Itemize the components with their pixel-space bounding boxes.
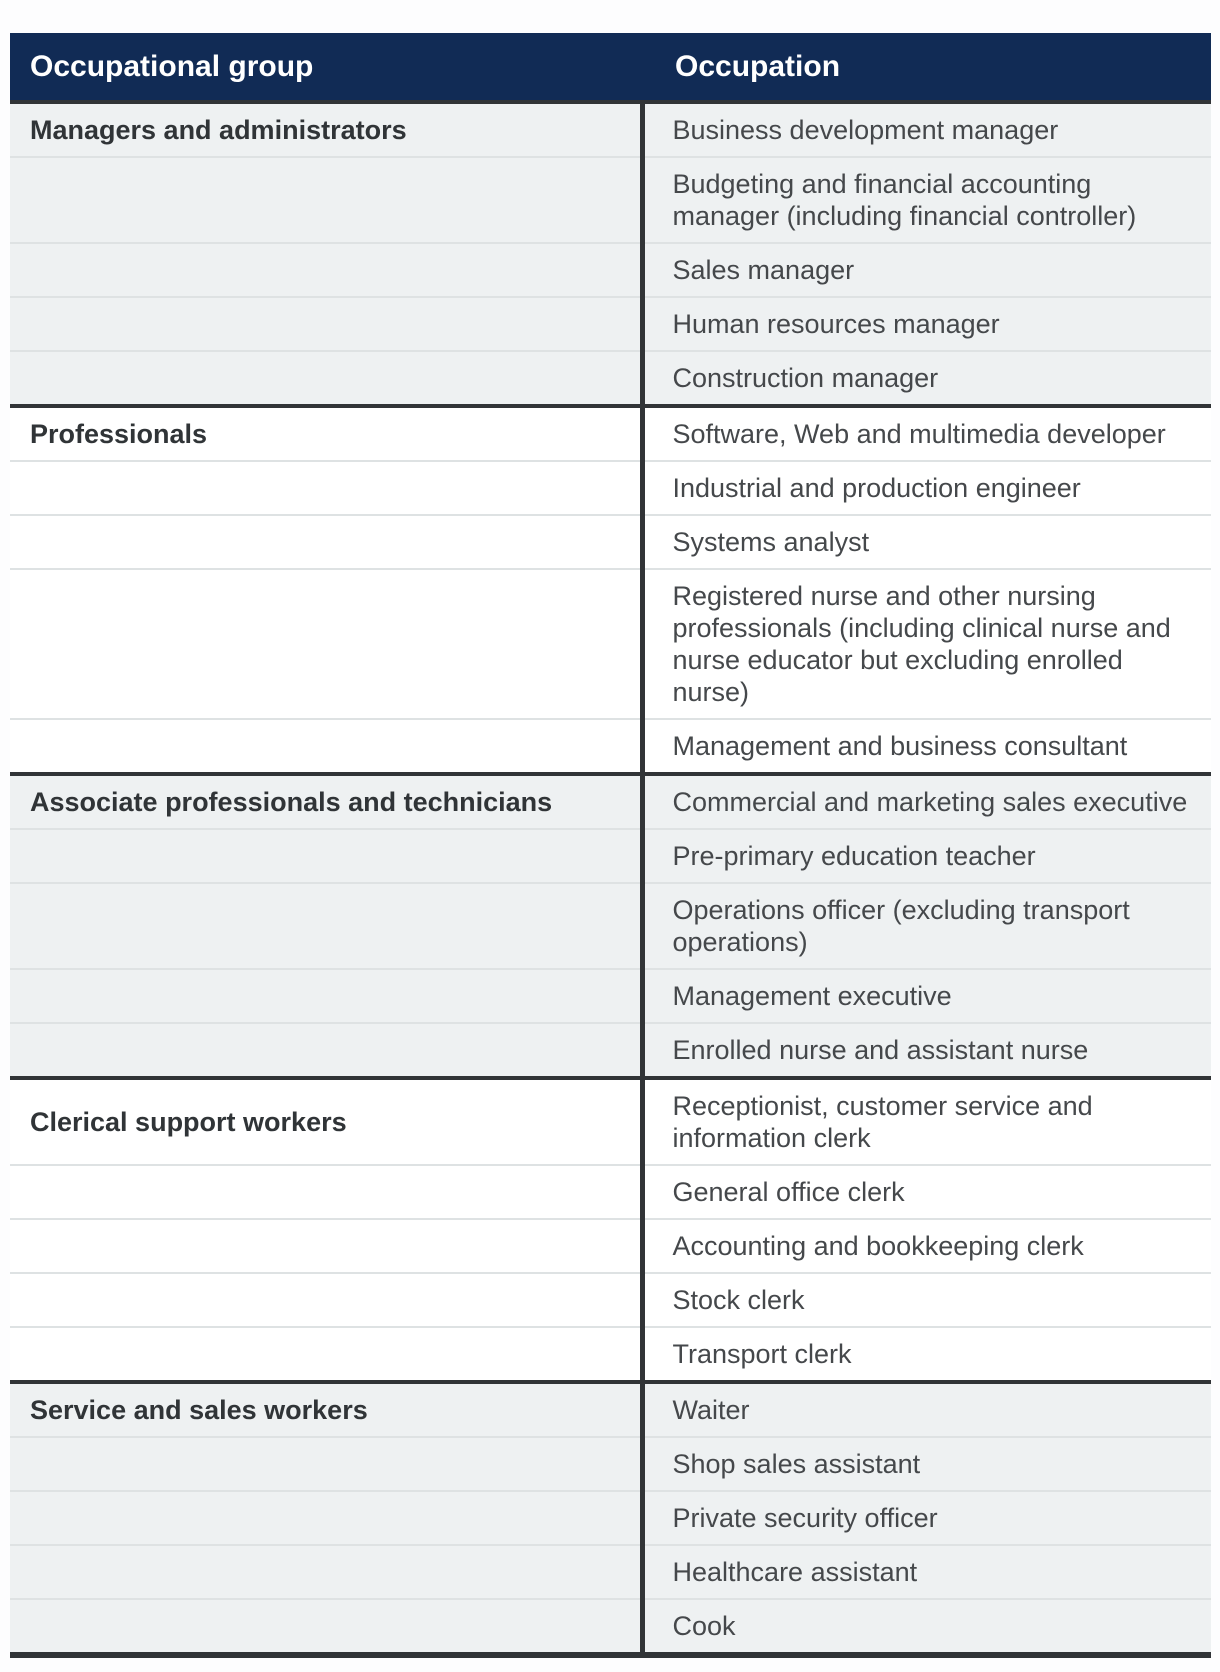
occupation-cell: Commercial and marketing sales executive — [642, 774, 1211, 829]
table-row — [10, 569, 1211, 719]
group-label: Clerical support workers — [30, 1107, 347, 1137]
occupation-cell: Accounting and bookkeeping clerk — [642, 1219, 1211, 1273]
occupation-cell: Management and business consultant — [642, 719, 1211, 774]
table-row — [10, 461, 1211, 515]
occupation-cell: Business development manager — [642, 102, 1211, 157]
table-row — [10, 1382, 1211, 1437]
table-row — [10, 719, 1211, 774]
group-label-cell — [10, 829, 642, 883]
table-row — [10, 157, 1211, 243]
table-row — [10, 515, 1211, 569]
occupation-cell: Construction manager — [642, 351, 1211, 406]
table-row — [10, 1437, 1211, 1491]
table-row — [10, 297, 1211, 351]
occupation-cell: Enrolled nurse and assistant nurse — [642, 1023, 1211, 1078]
group-label-cell — [10, 1219, 642, 1273]
table-row — [10, 883, 1211, 969]
group-label: Professionals — [30, 419, 208, 449]
table-row — [10, 774, 1211, 829]
table-body — [10, 102, 1211, 1655]
group-label-cell — [10, 243, 642, 297]
table-row — [10, 829, 1211, 883]
occupation-cell: Sales manager — [642, 243, 1211, 297]
group-label-cell — [10, 883, 642, 969]
table-row — [10, 1165, 1211, 1219]
group-label-cell — [10, 351, 642, 406]
occupation-cell: General office clerk — [642, 1165, 1211, 1219]
column-header-occupation: Occupation — [642, 33, 1211, 102]
table-row — [10, 1599, 1211, 1655]
table-row — [10, 1219, 1211, 1273]
group-label-cell — [10, 1491, 642, 1545]
group-label: Associate professionals and technicians — [30, 787, 553, 817]
group-label-cell — [10, 774, 642, 829]
group-label-cell — [10, 1437, 642, 1491]
occupation-cell: Systems analyst — [642, 515, 1211, 569]
occupation-cell: Industrial and production engineer — [642, 461, 1211, 515]
occupation-cell: Stock clerk — [642, 1273, 1211, 1327]
group-label-cell — [10, 461, 642, 515]
group-label-cell — [10, 297, 642, 351]
occupation-cell: Budgeting and financial accounting manager (including financial controller) — [642, 157, 1211, 243]
group-label-cell — [10, 1165, 642, 1219]
table-row — [10, 1491, 1211, 1545]
column-header-occupational-group: Occupational group — [10, 33, 642, 102]
occupation-cell: Human resources manager — [642, 297, 1211, 351]
group-label-cell — [10, 102, 642, 157]
group-label: Service and sales workers — [30, 1395, 368, 1425]
table-row — [10, 1327, 1211, 1382]
occupation-cell: Healthcare assistant — [642, 1545, 1211, 1599]
occupation-cell: Management executive — [642, 969, 1211, 1023]
group-label-cell — [10, 1382, 642, 1437]
group-label: Managers and administrators — [30, 115, 407, 145]
occupation-cell: Registered nurse and other nursing professionals (including clinical nurse and nurse educator but excluding enrolled nurse) — [642, 569, 1211, 719]
group-label-cell — [10, 1545, 642, 1599]
occupation-cell: Pre-primary education teacher — [642, 829, 1211, 883]
group-label-cell — [10, 515, 642, 569]
occupation-cell: Operations officer (excluding transport operations) — [642, 883, 1211, 969]
occupation-cell: Shop sales assistant — [642, 1437, 1211, 1491]
group-label-cell — [10, 719, 642, 774]
occupation-cell: Transport clerk — [642, 1327, 1211, 1382]
header-row — [10, 33, 1211, 102]
table-row — [10, 102, 1211, 157]
group-label-cell — [10, 969, 642, 1023]
table-row — [10, 1545, 1211, 1599]
group-label-cell — [10, 1023, 642, 1078]
table-row — [10, 243, 1211, 297]
group-label-cell — [10, 1078, 642, 1165]
occupation-cell: Cook — [642, 1599, 1211, 1655]
group-label-cell — [10, 157, 642, 243]
occupation-cell: Software, Web and multimedia developer — [642, 406, 1211, 461]
group-label-cell — [10, 569, 642, 719]
table-row — [10, 1078, 1211, 1165]
occupation-table — [10, 33, 1211, 1658]
table-row — [10, 406, 1211, 461]
occupation-cell: Receptionist, customer service and information clerk — [642, 1078, 1211, 1165]
table-row — [10, 969, 1211, 1023]
group-label-cell — [10, 1599, 642, 1655]
occupation-cell: Private security officer — [642, 1491, 1211, 1545]
group-label-cell — [10, 1327, 642, 1382]
group-label-cell — [10, 406, 642, 461]
group-label-cell — [10, 1273, 642, 1327]
table-row — [10, 351, 1211, 406]
occupation-cell: Waiter — [642, 1382, 1211, 1437]
table-row — [10, 1023, 1211, 1078]
table-row — [10, 1273, 1211, 1327]
